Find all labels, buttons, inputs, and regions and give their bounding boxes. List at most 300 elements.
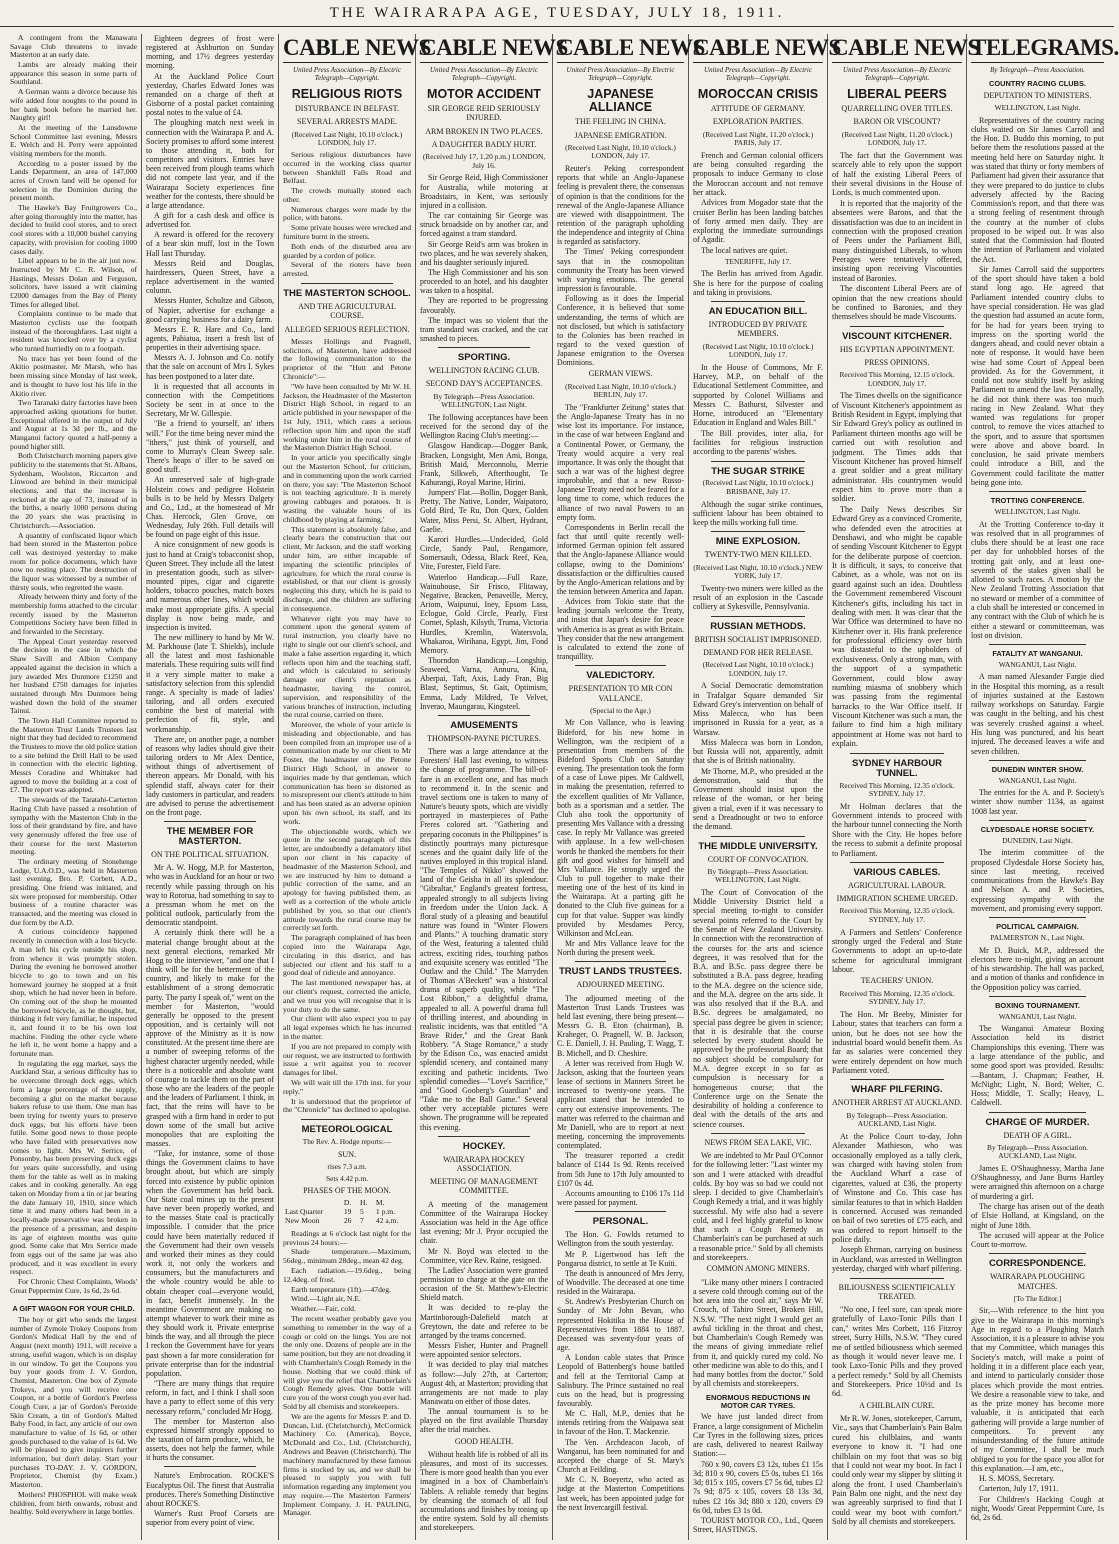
divider <box>850 753 944 754</box>
divider <box>438 715 530 716</box>
divider <box>711 531 805 532</box>
paragraph: The "Frankfurter Zeitung" states that the Anglo-Japanese Treaty has in no wise lost its importance. For instance, in the case of war between England and a Continental Power, or Germany, the Treaty would acquire a very real importance. It was only the thought that such a war was of the highest degree improbable, and that a new Russo-Japanese Treaty need not be feared for a long time to come, which reduces the alliance of two naval Powers to an empty form. <box>557 402 684 522</box>
paragraph: A quantity of confiscated liquor which had been stored in the Masterton police cell was destroyed yesterday to make room for police documents, which have now no resting place. The destruction of the liquor was witnessed by a number of thirsty souls, who regretted the waste. <box>10 530 137 592</box>
article-body <box>971 788 1104 816</box>
dateline: By Telegraph—Press Association. WELLINGTON, Last Night. <box>707 866 809 885</box>
paragraph: The paragraph complained of has been copied into the Wairarapa Age, circulating in this district, and has subjected our client and his staff to a good deal of ridicule and annoyance. <box>283 933 411 978</box>
paragraph: We are indebted to Mr Paul O'Connor for the following letter: "Last winter my son and I were attacked with dreadful colds. By boy was so bad we could not sleep. I decided to give Chamberlain's Cough Remedy a trial, and it was highly successful. My wife also had a severe cold, and I feel highly grateful to know that such a Cough Remedy as Chamberlain's can be purchased at such a reasonable price." Sold by all chemists and storekeepers. <box>693 1151 823 1263</box>
paragraph: Complaints continue to be made that Masterton cyclists use the footpath instead of the thoroughfares. Last night a resident was knocked over by a cyclist who turned hurriedly on to a footpath. <box>10 309 137 354</box>
paragraph: A German wants a divorce because his wife added four noughts to the pound in her bank book before he married her. Naughty girl! <box>10 87 137 123</box>
paragraph: The following acceptances have been received for the second day of the Wellington Racing Club's meeting:— <box>420 412 548 441</box>
headline-trust-lands: TRUST LANDS TRUSTEES. <box>559 966 682 978</box>
editor-line: [To The Editor.] <box>1013 1293 1062 1303</box>
paragraph: In the House of Commons, Mr F. Harvey, M.P., on behalf of the Educational Settlement Committee, and supported by Colonel Williams and Messrs C. Bathurst, Silvester and Horne, introduced an "Elementary Education in England and Wales Bill." <box>693 362 823 428</box>
article-body <box>146 863 274 1462</box>
divider <box>438 1136 530 1137</box>
paragraph: Advices from Mogador state that the cruiser Berlin has been landing batches of forty armed men daily. They are exploring the immediate surroundings of Agadir. <box>693 198 823 245</box>
paragraph: We will wait till the 17th inst. for your reply." <box>283 1077 411 1096</box>
paragraph: The treasurer reported a credit balance of £144 1s 9d. Rents received from 5th June to 17th July amounted to £107 0s 4d. <box>557 1151 684 1188</box>
paragraph: The stewards of the Taratahi-Carterton Racing Club have passed a resolution of sympathy with the Masterton Club in the loss of their grandstand by fire, and have very generously offered the free use of their course for the next Masterton meeting. <box>10 795 137 857</box>
paragraph: At the Auckland Police Court yesterday, Charles Edward Jones was remanded on a charge of theft at Gisborne of a postal packet containing postal notes to the value of £4. <box>146 71 274 118</box>
headline-valedictory: VALEDICTORY. <box>586 670 655 682</box>
paragraph: A reward is offered for the recovery of a bear skin muff, lost in the Town Hall last Thursday. <box>146 230 274 258</box>
ad-body <box>693 1151 823 1262</box>
paragraph: The Times dwells on the significance of Viscount Kitchener's appointment as British Resident in Egypt, implying that Sir Edward Grey's policy as outlined in Parliament thirteen months ago will be carried out with resolution and judgment. The Times adds that Viscount Kitchener has proved himself a great soldier and a great military administrator. His countrymen would expect him to prove more than a soldier. <box>832 391 962 504</box>
dateline: (Received Last Night, 10.10 o'clock.) LONDON, July 17. <box>702 660 814 678</box>
dateline: PALMERSTON N., Last Night. <box>990 932 1085 942</box>
article-body <box>693 500 823 528</box>
subdeck: ALLEGED SERIOUS REFLECTION. <box>284 324 410 334</box>
paragraph: Representatives of the country racing clubs waited on Sir James Carroll and the Hon. D. Buddo this morning, to put before them the resolutions passed at the meeting held here on Saturday night. It was stated that thirty or forty members of Parliament had given their assurance that they were prepared to do justice to clubs adversely affected by the Racing Commission's report, and that there was a strong feeling of resentment through the country at the number of clubs proposed to be wiped out. It was also stated that the Commission had flouted the intention of Parliament and violated the Act. <box>971 115 1104 264</box>
divider <box>301 1119 393 1120</box>
divider <box>850 862 944 863</box>
paragraph: Several of the rioters have been arrested. <box>283 260 411 279</box>
dateline: WELLINGTON, Last Night. <box>994 507 1081 517</box>
paragraph: The Hon. G. Fowlds returned to Wellington from the south yesterday. <box>557 1230 684 1249</box>
dateline: (Received Last Night, 10.10 o'clock.) LONDON, July 17. <box>291 129 403 148</box>
divider <box>711 461 805 462</box>
ad-heading: NEWS FROM SEA LAKE, VIC. <box>704 1137 812 1147</box>
paragraph: The death is announced of Mrs Jerry, of Woodville. The deceased at one time resided in the Wairarapa. <box>557 1268 684 1297</box>
divider <box>850 1278 944 1279</box>
article-body <box>557 1230 684 1512</box>
table-header: H. <box>360 1198 368 1208</box>
divider <box>989 820 1086 821</box>
paragraph: Carterton, July 17, 1911. <box>979 1484 1059 1494</box>
paragraph: Glasgow Handicap.—Dogger Bank, Bracken, Longsight, Men Ami, Bonga, British Maid, Merconnolu, Merrie Frank, Silkweb, Afterthought, Te Kahurangi, Royal Marine, Hirini. <box>420 441 548 487</box>
column-cable-news-1 <box>279 34 431 1540</box>
paragraph: The discontent Liberal Peers are of opinion that the new creations should be confined to Baronies, and they themselves should be made Viscounts. <box>832 284 962 322</box>
table-cell: 42 a.m. <box>375 1215 399 1225</box>
divider <box>711 616 805 617</box>
ad-heading: COMMON AMONG MINERS. <box>706 1264 810 1274</box>
dateline: By Telegraph—Press Association. WELLINGTON, Last Night. <box>433 391 535 410</box>
headline-liberal-peers: LIBERAL PEERS <box>847 87 947 102</box>
paragraph: This statement is absolutely false, and clearly bears the construction that our client, Mr Jackson, and the staff working under him, are either incapable of imparting the scientific principles of agriculture, for which the rural course is established, or that our client is grossly neglecting this duty, which he is paid to discharge, and the children are suffering in consequence. <box>283 524 411 613</box>
deck: SIR GEORGE REID SERIOUSLY INJURED. <box>427 104 541 123</box>
dateline: (Received Last Night, 10.10 o'clock.) BRISBANE, July 17. <box>702 478 814 497</box>
paragraph: Serious religious disturbances have occurred in the working class quarter between Shankhill Falls Road and Belfast. <box>283 149 411 186</box>
paragraph: There was a large attendance at the Foresters' Hall last evening, to witness the change of programme. The bill-of-fare is an excellent one, and has much to recommend it. In the scenic and travel sections one is taken to many of Nature's beauty spots, which are vividly portrayed in masterpieces of Pathe Freres colored art. "Gathering and preparing coconuts in the Philippines" is distinctly pourtrays many picturesque scenes and the quaint daily life of the natives employed in this tropical island. "The Temples of Nikko" showed the land of the Geisha in all its splendour. "Gibraltar," England's greatest fortress, appealed strongly to all subjects living in freedom under the Union Jack. A floral study of a pleasing and beautiful nature was found in "Winter Flowers and Plants." A touching dramatic story of the West, featuring a talented child actress, exciting rides, touching pathos and exquisite scenery was entitled "The Outlaw and the Child." The Marryden of Thomas A'Beckett" was a historical drama of superb quality, while "The Lost Ribbon," a delightful drama, appealed to all. A powerful drama full of thrilling interest, and abounding in realistic incidents, was that entitled "A Brave Rider," and the Great Bank Robbery. "A Stage Romance," a study by the Edison Co., was enacted amidst splendid scenery, and contained many exciting and pathetic incidents. Two splendid comedies—"Love's Sacrifice," and "Good Gooberg's Guardian" and "Take me to the Ball Game." Several other very acceptable pictures were shown. The programme will be repeated this evening. <box>420 747 548 1132</box>
paragraph: The Times' Peking correspondent says that in the cosmopolitan community the Treaty has been viewed with varying emotions. The general impression is favourable. <box>557 247 684 294</box>
deck: COURT OF CONVOCATION. <box>707 854 809 864</box>
divider <box>711 836 805 837</box>
paragraph: A man named Alexander Fargie died in the Hospital this morning, as a result of injuries sustained at the Eastown railway workshops on Saturday. Fargie was caught in the belting, and his chest was severely crushed against a wheel. His lung was punctured, and his heart injured. The deceased leaves a wife and seven children. <box>971 672 1104 756</box>
paragraph: The Daily News describes Sir Edward Grey as a convinced Cromerite, who defended even the atrocities at Denshawi, and who might be capable of sending Viscount Kitchener to Egypt for the deliberate purpose of coercion. It is difficult, it says, to conceive that Cabinet, as a whole, was not on its guard against such an idea. Doubtless the Government remembered Viscount Kitchener's gifts, including his tact in dealing with men. It was clear that the War Office was determined to have no Kitchener over it. His frank preference for professional efficiency over birth was distasteful to the upholders of exclusiveness. Only a strong man, with the support of a sympathetic Government, could blow away numbing miasma of snobbery which was passing from the regimental barracks to the War Office itself. If Viscount Kitchener was such a man, the failure to find him a high military appointment at Home was not hard to explain. <box>832 504 962 749</box>
paragraph: It is requested that all accounts in connection with the Competitions Society be sent in at once to the Secretary, Mr W. Gillespie. <box>146 381 274 419</box>
paragraph: Earth temperature (1ft).—47deg. <box>291 1284 391 1294</box>
headline-middle-university: THE MIDDLE UNIVERSITY. <box>698 840 818 852</box>
headline-personal: PERSONAL. <box>592 1216 649 1228</box>
headline-sydney-harbour-tunnel: SYDNEY HARBOUR TUNNEL. <box>851 757 943 779</box>
paragraph: The Wanganui Amateur Boxing Association held its district Championships this evening. There was a large attendance of the public, and some good sport was provided. Results:—Bantam, J. Chapman; Feather, H. McNight; Light, N. Bord; Welter, C. Hoss; Middle, T. Scally; Heavy, L. Caldwell. <box>971 1024 1104 1108</box>
headline-viscount-kitchener: VISCOUNT KITCHENER. <box>842 330 952 342</box>
table-row <box>283 1217 411 1226</box>
table-cell: 1 p.m. <box>375 1207 396 1217</box>
paragraph: "There are many things that require reform, in fact, and I think I shall soon have a party to effect some of this very necessary reform," concluded Mr Hogg. <box>146 1379 274 1416</box>
paragraph: The local natives are quiet. <box>701 245 788 255</box>
paragraph: Waterloo Handicap.—Full Raze, Wainuhouse, Sir Frisco, Flitaway, Negative, Bracken, Penaveille, Mercy, Ariom, Waipunui, Iney, Epsom Lass, Eclogue, Gold Circle, Pearly, First Cornet, Splash, Kilsyth, Truma, Victoria Hurdles, Kremlin, Watersvola, Whakaroa, Wirihana, Egypt, Jim, Fond Memory. <box>420 572 548 655</box>
paragraph: Correspondents in Berlin recall the fact that until quite recently well-informed German opinion felt assured that the Anglo-Japanese Alliance would collapse, owing to the Dominions' dissatisfaction or the difficulties caused by the Anglo-American relations and by the tension between America and Japan. <box>557 522 684 597</box>
paragraph: A curious coincidence happened recently in connection with a lost bicycle. A man left his cycle outside his shop, from whence it was promptly stolen. During the evening he borrowed another bicycle to go to town and on his homeward journey he stopped at a fruit shop, which he had never been in before. On coming out of the shop he mounted the borrowed bicycle, as he thought, but, thinking it felt very familiar, he inspected it, and found it to be his own lost machine. Finding the other cycle where he left it, he went home a happy and a fortunate man. <box>10 927 137 1059</box>
paragraph: Messrs A. J. Johnson and Co. notify that the sale on account of Mrs I. Sykes has been postponed to a later date. <box>146 353 274 381</box>
moon-heading: PHASES OF THE MOON. <box>303 1186 391 1196</box>
paragraph: Some private houses were wrecked and furniture burnt in the streets. <box>283 223 411 242</box>
paragraph: "Be a friend to yourself, an' ithers will." For the time being never mind the "ithers," just think of yourself, and come to Murray's Clean Sweep sale. There's heaps o' iller to be saved on good stuff. <box>146 419 274 475</box>
paragraph: Messrs Hunter, Schultze and Gibson, of Napier, advertise for exchange a good carrying business for a dairy farm. <box>146 296 274 324</box>
table-cell: 5 <box>360 1207 364 1217</box>
article-body <box>832 802 962 858</box>
paragraph: According to a poster issued by the Lands Department, an area of 147,000 acres of Crown land will be opened for selection in the Dominion during the present month. <box>10 158 137 203</box>
paragraph: Two Taranaki dairy factories have been approached asking quotations for butter. Exceptional offered in the output of July and August at 1s 3d per lb., and the Manganui factory quoted a half-penny a pound higher still. <box>10 398 137 451</box>
paragraph: "Take, for instance, some of those things the Government claims to have brought about, but which are simply forced into existence by public opinion when the Government has held back. Our State coal mines up to the present have never been properly worked, and to the masses State coal is practically impossible. I consider that the price could have been materially reduced if the Government had their own vessels and worked their mines as they could work it, not only the workers and consumers, but the manufacturers and the whole country would be able to obtain cheaper coal—everyone would, in fact, benefit immensely. In the meantime Government are making no attempt whatever to work their mine as they should work it. Private enterprise binds the way, and all through the piece I reckon the Government have for years past shown a far more consideration for private enterprise than for the industrial population. <box>146 1149 274 1378</box>
headline-fatality-wanganui: FATALITY AT WANGANUI. <box>992 649 1083 659</box>
paragraph: The new millinery to hand by Mr W. M. Parkhouse (late T. Shields), include all the latest and most fashionable materials. These requiring suits will find it a very simple matter to make a satisfactory selection from this splendid range. A specialty is made of ladies' tailoring, and all orders executed combine the best of material with perfection of fit, style, and workmanship. <box>146 633 274 734</box>
column-cable-news-3 <box>553 34 705 1540</box>
dateline: Received This Morning, 12.15 o'clock. LONDON, July 17. <box>839 370 955 388</box>
paragraph: The crowds mutually stoned each other. <box>283 186 411 204</box>
divider <box>28 1299 119 1300</box>
headline-charge-of-murder: CHARGE OF MURDER. <box>985 1116 1090 1128</box>
headline-motor-accident: MOTOR ACCIDENT <box>427 87 541 102</box>
paragraph: It is reported that the majority of the absentees were Barons, and that the dissatisfaction was due to an incident in connection with the proposed creation of Peers under the Parliament Bill, many distinguished Liberals, to whom Peerages were tentatively offered, insisting upon receiving Viscounties instead of Baronies. <box>832 198 962 283</box>
headline-correspondence: CORRESPONDENCE. <box>988 1258 1087 1270</box>
article-body <box>971 848 1104 913</box>
column-header: CABLE NEWS <box>832 34 962 63</box>
deck: AGRICULTURAL LABOUR. <box>847 880 947 890</box>
ad-paragraphs <box>146 1471 274 1527</box>
dateline: By Telegraph—Press Association. AUCKLAND, Last Night. <box>846 1110 948 1129</box>
paragraph: Warner's Rust Proof Corsets are superior from every point of view. <box>146 1509 274 1528</box>
paragraph: Shade temperature.—Maximum, 56deg., minimum 28deg., mean 42 deg. <box>283 1247 411 1266</box>
paragraph: Thorndon Handicap.—Longship, Seaweed, Varna, Annuru, Kina, Aberpai, Taft, Axis, Lady Fran, Big Blast, Septimus, St. Gait, Optimism, Emma, Lady Mildred, Te Velvet, Inverao, Maungarau, Kingsteel. <box>420 655 548 711</box>
divider <box>989 644 1086 645</box>
ad-body <box>832 1305 962 1399</box>
paragraph: Twenty-two miners were killed as the result of an explosion in the Cascade colliery at Sykesville, Pennsylvania. <box>693 583 823 612</box>
divider <box>989 917 1086 918</box>
headline-boxing-tournament: BOXING TOURNAMENT. <box>995 1000 1080 1010</box>
paragraph: A gift for a cash desk and office is advertised for. <box>146 210 274 230</box>
article-body <box>971 116 1104 488</box>
paragraph: Mr Con Vallance, who is leaving Bideford, for his new home in Wellington, was the recipient of a presentation from members of the Bideford Sports Club on Saturday evening. The presentation took the form of a case of Lowe pipes. Mr Caldwell, in making the presentation, referred to the excellent qualities of Mr Vallance, both as a sportsman and a settler. The Club also took the opportunity of presenting Mrs Vallance with a dressing case. In reply Mr Vallance was greeted with applause. In a few well-chosen words he thanked the members for their gift and good wishes for himself and Mrs Vallance. He strongly urged the Club to pull together to make their meeting one of the best of its kind in the Wairarapa. At a parting gift he donated to the Club five guineas for a cup for that value. Supper was kindly provided by Mesdames Percy, Wilkinson and McLean. <box>557 718 684 938</box>
paragraph: A Social Democratic demonstration in Trafalgar Square demanded Sir Edward Grey's intervention on behalf of Miss Malecca, who has been imprisoned in Russia for a year, as a Warsaw. <box>693 681 823 737</box>
article-body <box>420 173 548 343</box>
dateline: TENERIFFE, July 17. <box>724 256 792 266</box>
subdeck: A DAUGHTER BADLY HURT. <box>431 140 537 150</box>
article-body <box>693 584 823 612</box>
deck: BRITISH SOCIALIST IMPRISONED. <box>694 634 822 644</box>
column-telegrams <box>967 34 1119 1540</box>
dateline: WANGANUI, Last Night. <box>998 659 1077 669</box>
headline-trotting-conference: TROTTING CONFERENCE. <box>990 496 1085 506</box>
article-body <box>283 151 411 279</box>
paragraph: The ordinary meeting of Stonehenge Lodge, U.A.O.D., was held in Masterton last evening, Bro. P. Corbett, A.D., presiding. One friend was initiated, and six were proposed for membership. Other business of a routine character was transacted, and the meeting was closed in due form by the A.D. <box>10 856 137 927</box>
paragraph: The annual tournament is to be played on the first available Thursday after the trial matches. <box>420 1407 548 1435</box>
paragraph: French and German colonial officers are being consulted regarding the proposals to induce Germany to close the Moroccan account and not remove her attack. <box>693 150 823 197</box>
headline-moroccan-crisis: MOROCCAN CRISIS <box>697 87 819 102</box>
paragraph: Mr D. Buick, M.P., addressed the electors here to-night, giving an account of his stewardship. The hall was packed, and a motion of thanks and confidence in the Opposition policy was carried. <box>971 945 1104 992</box>
paragraph: Our client will also expect you to pay all legal expenses which he has incurred in the matter. <box>283 1014 411 1041</box>
column-header: CABLE NEWS <box>420 34 548 63</box>
paragraph: The High Commissioner and his son proceeded to an hotel, and his daughter was taken to a hospital. <box>420 268 548 296</box>
paragraph: No trace has yet been found of the Akitio postmaster, Mr Marsh, who has been missing since Monday of last week, and is thought to have lost his life in the Akitio river. <box>10 353 137 398</box>
met-line: The Rev. A. Hodge reports:— <box>302 1137 392 1147</box>
subdeck: SEVERAL ARRESTS MADE. <box>297 117 397 127</box>
paragraph: Already between thirty and forty of the membership forms attached to the circular recently issued by the Masterton Competitions Society have been filled in and forwarded to the Secretary. <box>10 592 137 637</box>
ad-body <box>693 1278 823 1389</box>
article-body <box>557 718 684 957</box>
article-body <box>971 1024 1104 1107</box>
article-body <box>693 681 823 831</box>
paragraph: The Town Hall Committee reported to the Masterton Trust Lands Trustees last night that they had decided to recommend the Trustees to move the old police station to a site behind the Drill Hall to be used in connection with the electric lighting. Messrs Coradine and Whittaker had agreed to move the building at a cost of £7. The report was adopted. <box>10 715 137 795</box>
headline-meteorological: METEOROLOGICAL <box>301 1124 393 1136</box>
paragraph: The Berlin has arrived from Agadir. She is here for the purpose of coaling and taking in provisions. <box>693 269 823 297</box>
moon-phases-table <box>283 1199 411 1225</box>
paragraph: The entries for the A. and P. Society's winter show number 1134, as against 1008 last year. <box>971 788 1104 816</box>
table-cell: 26 <box>343 1215 352 1225</box>
paragraph: Sir James Carroll said the supporters of the sport should have taken a bold stand long ago. He agreed that Parliament intended country clubs to have special consideration. He was glad the question had assumed an acute form, for he had for years been trying to impress on the sporting world the dangers ahead, and could never obtain a note of response. It would have been wise had some Court of Appeal been provided. As for the Government, it could not now stultify itself by asking Parliament to amend the law. Personally, he did not think there was too much racing in New Zealand. What they wanted was regulations for proper control, to remove the vices attached to the sport, and to assure that sportsmen were above and above board. In conclusion, he said private members could introduce a Bill, and the Government could facilitate the matter being gone into. <box>971 264 1104 488</box>
subdeck: MEETING OF MANAGEMENT COMMITTEE. <box>430 1177 538 1196</box>
paragraph: Each radiation.—19.6deg., being 12.4deg. of frost. <box>283 1265 411 1284</box>
column-cable-news-4 <box>689 34 841 1540</box>
article-body <box>971 520 1104 640</box>
paragraph: The Hon. Mr Beeby, Minister for Labour, states that teachers can form a union, but he does not see how the industrial board would benefit them. As far as salaries were concerned they were entirely dependent on how much Parliament voted. <box>832 1009 962 1076</box>
headline-various-cables: VARIOUS CABLES. <box>853 866 941 878</box>
paragraph: The impact was so violent that the tram standard was cracked, and the car smashed to pieces. <box>420 315 548 344</box>
headline-religious-riots: RELIGIOUS RIOTS <box>291 87 403 102</box>
article-body <box>283 338 411 1115</box>
paragraph: A Farmers and Settlers' Conference strongly urged the Federal and State Governments to adopt an up-to-date scheme for agricultural immigrant labour. <box>832 927 962 975</box>
dateline: Received This Morning, 12.35 o'clock. SYDNEY, July 17. <box>839 906 955 924</box>
dateline: By Telegraph—Press Association. AUCKLAND, Last Night. <box>987 1142 1088 1161</box>
paragraph: For Chronic Chest Complaints, Woods' Great Peppermint Cure, 1s 6d, 2s 6d. <box>10 1276 137 1295</box>
subdeck: BARON OR VISCOUNT? <box>853 117 941 127</box>
subdeck: EXPLORATION PARTIES. <box>712 117 804 127</box>
subdeck: GERMAN VIEWS. <box>588 369 653 379</box>
article-body <box>971 1306 1104 1522</box>
paragraph: The interim committee of the proposed Clydesdale Horse Society has, since last meeting, received communications from the Hawke's Bay and Nelson A. and P. Societies, expressing sympathy with the movement, and promising every support. <box>971 848 1104 913</box>
article-body <box>557 403 684 661</box>
deck: WELLINGTON RACING CLUB. <box>428 366 540 376</box>
divider <box>850 326 944 327</box>
deck: WAIRARAPA PLOUGHING MATCHES. <box>989 1272 1086 1291</box>
paragraph: Mr C. N. Boeyertz, who acted as judge at the Masterton Competitions last week, has been appointed judge for the next Invercargill festival. <box>557 1475 684 1512</box>
paragraph: Messrs Reid and Douglas, hairdressers, Queen Street, have a replace advertisement in the wanted column. <box>146 258 274 296</box>
paragraph: The adjourned meeting of the Masterton Trust Lands Trustees was held last evening, there being present—Messrs G. B. Eton (chairman), B. Kraheger, O. Pragnell, W. B. Jackson, C. E. Daniell, J. H. Pauling, T. Wagg, T. B. Michell, and D. Cheshire. <box>557 993 684 1058</box>
columns <box>6 33 1119 1540</box>
deck: INTRODUCED BY PRIVATE MEMBERS. <box>708 320 808 339</box>
ad-body <box>832 1414 962 1527</box>
article-body <box>971 1164 1104 1249</box>
paragraph: Joseph Ehrman, carrying on business in Auckland, was arrested in Wellington yesterday, charged with wharf pilfering. <box>832 1245 962 1274</box>
deck: THOMPSON-PAYNE PICTURES. <box>427 733 541 743</box>
paragraph: Messrs E. R. Hare and Co., land agents, Pahiatua, insert a fresh list of properties in their advertising space. <box>146 324 274 353</box>
deck: DEATH OF A GIRL. <box>1003 1130 1072 1140</box>
paragraph: Lambs are already making their appearance this season in some parts of Southland. <box>10 60 137 87</box>
article-body <box>693 888 823 1129</box>
paragraph: It was decided to play trial matches as follow:—July 27th, at Carterton; August 4th, at Masterton; providing that arrangements are not made to play Manawatu on either of those dates. <box>420 1360 548 1407</box>
local-news-paragraphs <box>146 34 274 817</box>
subdeck: JAPANESE EMIGRATION. <box>574 130 667 140</box>
article-body <box>693 269 823 297</box>
paragraph: The member for Masterton also expressed himself strongly opposed to the taxation of farm produce, which, he asserts, does not help the farmer, while it hurts the consumer. <box>146 1416 274 1463</box>
headline-wharf-pilfering: WHARF PILFERING. <box>851 1084 943 1096</box>
paragraph: St. Andrew's Presbyterian Church on Sunday of Mr John Bevan, who represented Hokitika in the House of Representatives from 1884 to 1887. Deceased was seventy-four years of age. <box>557 1297 684 1353</box>
paragraph: The fact that the Government was scarcely able to rely upon the support of half the existing Liberal Peers of their several divisions in the House of Lords, is much commented upon. <box>832 150 962 198</box>
paragraph: Both ends of the disturbed area are guarded by a cordon of police. <box>283 241 411 260</box>
paragraph: Libel appears to be in the air just now. Instructed by Mr C. R. Wilson, of Hastings, Messrs Dolan and Ferguson, solicitors, have issued a writ claiming £2000 damages from the Bay of Plenty Times for alleged libel. <box>10 256 137 309</box>
paragraph: Sir,—With reference to the hint you give to the Wairarapa in this morning's Age in regard to a Ploughing Match Association, it is a pleasure to advise you that my Committee, which manages this Society's match, will make a point of holding it in a different place each year, and intend to particularly consider those places which provide the most entries. We desire a reasonable view to take, and as the prize money has become more valuable, it is anticipated that each gathering will provide a large number of competitors. To prevent any misunderstanding of the future attitude of my Committee, I shall be much obliged to you for the space you allot for this explanation.—I am, etc., <box>971 1306 1104 1473</box>
article-body <box>832 928 962 975</box>
deck: TWENTY-TWO MEN KILLED. <box>704 550 812 560</box>
dateline: (Received Last Night, 11.20 o'clock.) LONDON, July 17. <box>841 129 953 148</box>
column-local-news-1 <box>6 34 142 1540</box>
paragraph: Without health life is robbed of all its pleasures, and most of its successes. There is more good health than you ever imagined in a box of Chamberlain's Tablets. A reliable remedy that begins by cleansing the stomach of all foul accumulations and finishes by toning up the entire system. Sold by all chemists and storekeepers. <box>420 1449 548 1533</box>
paragraph: Moreover, the whole of your article is misleading and objectionable, and has been compiled from an improper use of a communication made by our client to Mr Foster, the headmaster of the Petone District High School, in answer to inquiries made by that gentleman, which communication has been so distorted as to misrepresent our client's attitude to him and has been stated as an adverse opinion upon his own school, its staff, and its work. <box>283 720 411 826</box>
paragraph: TOURIST MOTOR CO., Ltd., Queen Street, HASTINGS. <box>693 1516 823 1535</box>
paragraph: At the Trotting Conference to-day it was resolved that in all programmes of clubs there should be at least one race per day for unhobbled horses of the trotting gait only, and at least one-seventh of the stakes given shall be allotted to such races. A motion by the New Zealand Trotting Association that no steward or member of a committee of a club shall be interested or concerned in any contract with the Club of which he is either a steward or committeeman, was lost on division. <box>971 519 1104 640</box>
paragraph: In regulating the egg market, says the Auckland Star, a serious difficulty has to be overcome through dock eggs, which form a large percentage of the supply, becoming a glut on the market because bakers refuse to use them. One man has been trying for twenty years to preserve duck eggs, but his efforts have been futile. Some good news to those people who have failed with preservatives now comes to light. Mrs W. Serrice, of Ponsonby, has been preserving duck eggs for years quite successfully, and using them for the table as well as in making cakes and in cooking generally. An egg taken on Monday from a tin or jar bearing the date January 10, 1910, since which time it and many others had been in a locally-made preservative was broken in the presence of a pressman, and despite its age of eighteen months was quite good. Some cake that Mrs Serrice made from eggs out of the same jar was also produced, and it was excellent in every respect. <box>10 1058 137 1277</box>
headline-japanese-alliance: JAPANESE ALLIANCE <box>587 87 654 115</box>
ad-heading-tyres: ENORMOUS REDUCTIONS IN MOTOR CAR TYRES. <box>706 1392 810 1410</box>
subdeck: ARM BROKEN IN TWO PLACES. <box>425 126 543 136</box>
paragraph: Eighteen degrees of frost were registered at Ashburton on Sunday morning, and 17½ degrees yesterday morning. <box>146 34 274 71</box>
agency-line: United Press Association—By Electric Telegraph—Copyright. <box>843 66 951 83</box>
paragraph: Mr and Mrs Vallance leave for the North during the present week. <box>557 939 684 958</box>
column-header: TELEGRAMS. <box>971 34 1104 63</box>
paragraph: Messrs Hollings and Pragnell, solicitors, of Masterton, have addressed the following communication to the proprietor of the "Hutt and Petone Chronicle":— <box>283 336 411 382</box>
paragraph: The Bill provides, inter alia, for facilities for religious instruction according to the parents' wishes. <box>693 428 823 457</box>
article-subheading: ON THE POLITICAL SITUATION. <box>151 850 269 860</box>
ad-heading: BILIOUSNESS SCIENTIFICALLY TREATED. <box>838 1282 956 1301</box>
paragraph: H. S. MOSS, Secretary. <box>979 1474 1055 1484</box>
column-header: CABLE NEWS <box>283 34 411 63</box>
divider <box>989 760 1086 761</box>
agency-line: United Press Association—By Electric Telegraph—Copyright. <box>704 66 812 83</box>
paragraph: The Ladies' Association were granted permission to charge at the gate on the occasion of the St. Matthew's-Electric Shield match. <box>420 1265 548 1303</box>
divider <box>301 283 393 284</box>
ad-paragraphs <box>10 1316 137 1517</box>
paragraph: Mr A. W. Hogg, M.P. for Masterton, who was in Auckland for an hour or two recently while passing through on his way to Rotorua, had something to say to a pressman whom he met on the political outlook, particularly from the democratic standpoint. <box>146 863 274 928</box>
headline-education-bill: AN EDUCATION BILL. <box>708 306 808 318</box>
article-body <box>971 672 1104 755</box>
dateline: (Received Last Night, 10.10 o'clock.) LONDON, July 17. <box>565 142 676 161</box>
paragraph: The Ven. Archdeacon Jacob, of Wanganui, has been nominated for and accepted the charge of St. Mary's Church at Feilding. <box>557 1437 684 1475</box>
deck: AND THE AGRICULTURAL COURSE. <box>298 302 396 321</box>
agency-line: United Press Association—By Electric Telegraph—Copyright. <box>566 66 675 83</box>
divider <box>575 961 666 962</box>
table-header: D. <box>343 1198 352 1208</box>
dateline: (Received July 17, 1.20 p.m.) LONDON, July 16. <box>422 152 546 170</box>
dateline: DUNEDIN, Last Night. <box>1002 835 1073 845</box>
paragraph: Mr Thorne, M.P., who presided at the demonstration, said that the Government should insist upon the release of the woman, or her being given a trial, even if it was necessary to send a Dreadnought or two to enforce the demand. <box>693 766 823 832</box>
paragraph: The car containing Sir George was struck broadside on by another car, and forced against a tram standard. <box>420 211 548 239</box>
paragraph: They are reported to be progressing favourably. <box>420 296 548 315</box>
headline-sugar-strike: THE SUGAR STRIKE <box>711 465 805 477</box>
deck: ADJOURNED MEETING. <box>576 980 665 990</box>
dateline: WANGANUI, Last Night. <box>998 1011 1077 1021</box>
paragraph: The Hawke's Bay Fruitgrowers Co., after going thoroughly into the matter, has decided to build cool stores, and to erect cool stores with a 10,000 bushel carrying capacity, with provision for cooling 1000 cases daily. <box>10 203 137 256</box>
paragraph: Miss Malecca was born in London, but Russia will not, apparently, admit that she is of British nationality. <box>693 737 823 766</box>
paragraph: The recent weather probably gave you something to remember in the way of a cough or cold on the lungs. You are not the only one. Dozens of people are in the same position, but they are not dreading it with Chamberlain's Cough Remedy in the house. Nothing that we could think of will give you the relief that Chamberlain's Cough Remedy gives. One bottle will cure you of the worst cough you ever had. Sold by all chemists and storekeepers. <box>283 1313 411 1411</box>
paragraph: It was decided to re-play the Martinborough-Dalefield match at Greytown, the date and referee to be arranged by the teams concerned. <box>420 1303 548 1340</box>
paragraph: Karori Hurdles.—Undecided, Gold Circle, Sandy Paul, Rengamore, Somersault, Odessa, Black Reef, Kea, Vite, Forester, Field Fare. <box>420 534 548 572</box>
paragraph: Both Christchurch morning papers give publicity to the statements that St. Albans, Sydenham, Woolston, Riccarton and Linwood are behind in their municipal elections, and that the increase is reckoned at the age of 73, instead of in the births, a nearly 1000 persons during the 20 years she was practising in Christchurch.—Association. <box>10 451 137 530</box>
paragraph: We are the agents for Messrs P. and D. Duncan, Ltd. (Christchurch), McCormick Machinery Co. (America), Boyce, McDonald and Co., Ltd. (Christchurch), Andrews and Beaven (Christchurch). The machinery manufactured by these famous firms is stocked by us, and we shall be pleased to supply you with full information regarding any implement you may require.—The Masterton Farmers' Implement Company, J. H. PAULING, Manager. <box>283 1411 411 1518</box>
paragraph: Jumpers' Flat.—Bollin, Dogger Bank, Pretty, The Native, Londer, Waipatoro, Gold Bird, Te Ru, Don Quex, Golden Water, Miss Persi, St. Albert, Hydrant, Gaelie. <box>420 488 548 534</box>
paragraph: A meeting of the management Committee of the Wairarapa Hockey Association was held in the Age office last evening; Mr J. Pryor occupied the chair. <box>420 1199 548 1246</box>
deck: WAIRARAPA HOCKEY ASSOCIATION. <box>443 1154 525 1173</box>
deck: PRESENTATION TO MR CON VALLANCE. <box>568 684 673 703</box>
paragraph: We have just landed direct from France, a large consignment of Michelin Car Tyres in the following sizes, prices are cash, delivered to nearest Railway Station:— <box>693 1412 823 1459</box>
paragraph: Nature's Embrocation. ROCKE'S Eucalyptus Oil. The finest that Australia produces. There's Something Distinctive about ROCKE'S. <box>146 1471 274 1508</box>
paragraph: Readings at 6 o'clock last night for the previous 24 hours:— <box>283 1228 411 1247</box>
dateline: Received This Morning, 12.35 o'clock. SYDNEY, July 17. <box>839 780 955 799</box>
ad-body <box>693 1412 823 1534</box>
article-body <box>693 151 823 255</box>
sun-heading: SUN. <box>337 1149 356 1159</box>
agency-line: United Press Association—By Electric Telegraph—Copyright. <box>430 66 538 83</box>
dateline: Received This Morning, 12.35 o'clock. SYDNEY, July 17. <box>839 988 955 1007</box>
paragraph: Accounts amounting to £106 17s 11d were passed for payment. <box>557 1188 684 1208</box>
headline-dunedin-winter-show: DUNEDIN WINTER SHOW. <box>991 764 1084 774</box>
local-news-paragraphs <box>10 34 137 1295</box>
article-body <box>420 747 548 1132</box>
paragraph: Mothers! PHOSPHOL will make weak children, from birth onwards, robust and healthy. Sold everywhere in large bottles. <box>10 1489 137 1517</box>
article-body <box>557 994 684 1208</box>
column-header: CABLE NEWS <box>557 34 684 63</box>
headline-country-racing-clubs: COUNTRY RACING CLUBS. <box>989 79 1086 89</box>
sun-sets: Sets 4.42 p.m. <box>325 1173 369 1183</box>
paragraph: The accused will appear at the Police Court to-morrow. <box>971 1230 1104 1250</box>
article-heading-member-for-masterton: THE MEMBER FOR MASTERTON. <box>166 826 254 848</box>
article-body <box>832 151 962 322</box>
divider <box>438 347 530 348</box>
table-cell: Last Quarter <box>285 1207 324 1217</box>
paragraph: A London cable states that Prince Leopold of Battenberg's house battled and fell at the Territorial Camp at Salisbury. The Prince sustained no real cuts on the head, but is progressing favourably. <box>557 1353 684 1409</box>
paragraph: Sir George Reid, High Commissioner for Australia, while motoring at Broadstairs, in Kent, was seriously injured in a collision. <box>420 173 548 210</box>
subdeck: IMMIGRATION SCHEME URGED. <box>836 894 958 904</box>
paragraph: Mr R. W. Jones, storekeeper, Carrum, Vic., says that Chamberlain's Pain Balm cured his chilblains, and wants everyone to know it. "I had one chilblain on my foot that was so big that I could not wear my boot. In fact I could only wear my slipper by slitting it along the front. I used Chamberlain's Pain Balm one night, and the next day was agreeably surprised to find that I could wear my boot with comfort." Sold by all chemists and storekeepers. <box>832 1414 962 1527</box>
paragraph: Wind.—Light air, N.E. <box>291 1294 361 1304</box>
paragraph: Messrs Fisher, Hunter and Pragnell were appointed senior selectors. <box>420 1341 548 1360</box>
paragraph: In your article you specifically single out the Masterton School, for criticism, and in commenting upon the work carried on there, you say: 'The Masterton School is not teaching agriculture. It is merely growing cabbages and potatoes. It is wasting the valuable hours of its childhood by playing at farming.' <box>283 453 411 524</box>
paragraph: At the meeting of the Lansdowne School Committee last evening, Messrs E. Welch and H. Perry were appointed visiting members for the month. <box>10 122 137 158</box>
article-body <box>832 391 962 748</box>
masthead: THE WAIRARAPA AGE, TUESDAY, JULY 18, 1911. <box>0 0 1114 27</box>
paragraph: The boy or girl who sends the largest number of Zymole Trokey Coupons from Gordon's Medical Hall by the end of August (next month) 1911, will receive a strong, useful wagon, which is on display in our window. To get the Coupons you buy your goods from J. V. Gordon, Chemist, Masterton. One box of Zymole Trokeys, and you will receive one Coupon, or a bottle of Gordon's Peerless Cough Cure, a jar of Gordon's Peroxide Skin Cream, a tin of Gordon's Malted Baby Food, in fact, any article of our own manufacture to value of 1s 6d, or other goods purchased to the value of 1s 6d. We will be pleased to give inquirers further information, but don't delay. Start your purchases TO-DAY. J. V. GORDON, Proprietor, Chemist (by Exam.) Masterton. <box>10 1315 137 1490</box>
deck: ATTITUDE OF GERMANY. <box>710 104 806 114</box>
paragraph: A contingent from the Manawatu Savage Club threatens to invade Masterton at an early date. <box>10 33 137 60</box>
headline-masterton-school: THE MASTERTON SCHOOL. <box>283 288 411 300</box>
deck: DISTURBANCE IN BELFAST. <box>295 104 399 114</box>
paragraph: There are, on another page, a number of reasons why ladies should give their tailoring orders to Mr Alex Dentice, without things of advertisement of thereon appears. Mr Donald, with his splendid staff, always cater for their lady customers in particular, and readers are advised to peruse the advertisement on the front page. <box>146 734 274 817</box>
paragraph: For Children's Hacking Cough at night, Woods' Great Peppermint Cure, 1s 6d, 2s 6d. <box>971 1494 1104 1523</box>
agency-line: United Press Association—By Electric Telegraph—Copyright. <box>293 66 401 83</box>
dateline: (Special to the Age.) <box>590 705 651 715</box>
dateline: (Received Last Night, 10.10 o'clock.) LONDON, July 17. <box>702 341 814 360</box>
paragraph: Whatever right you may have to comment upon the general system of rural instruction, you clearly have no right to single out our client's school, and make a false assertion regarding it, which reflects upon him and the teaching staff, and which is calculated to seriously damage our client's reputation as headmaster, having the control, supervision, and responsibility of the various branches of instruction, including the rural course, carried on there. <box>283 613 411 720</box>
divider <box>711 1133 805 1134</box>
paragraph: An unreserved sale of high-grade Holstein cows and pedigree Holstein bulls is to be held by Messrs Dalgety and Co., Ltd., at the homestead of Mr Chas. Hercock, Glen Grove, on Wednesday, July 26th. Full details will be found on page eight of this issue. <box>146 475 274 540</box>
paragraph: If you are not prepared to comply with our request, we are instructed to forthwith issue a writ against you to recover damages for libel. <box>283 1041 411 1078</box>
paragraph: It is understood that the proprietor of the "Chronicle" has declined to apologise. <box>283 1096 411 1115</box>
paragraph: Reuter's Peking correspondent reports that while an Anglo-Japanese feeling is prevalent there, the consensus of opinion is that the conditions for the renewal of the Anglo-Japanese Alliance are viewed with disappointment. The retention of the paragraph upholding the independence and integrity of China is regarded as satisfactory. <box>557 164 684 247</box>
ad-heading: A CHILBLAIN CURE. <box>859 1400 935 1410</box>
headline-clydesdale: CLYDESDALE HORSE SOCIETY. <box>980 824 1095 834</box>
headline-russian-methods: RUSSIAN METHODS. <box>710 620 806 632</box>
paragraph: "No one, I feel sure, can speak more gratefully of Laxo-Tonic Pills than I can," writes Mrs Corbett, 116 Fitzroy street, Surry Hills, N.S.W. "They cured me of settled biliousness which seemed as though it would never leave me. I took Laxo-Tonic Pills and they proved a perfect remedy." Sold by all Chemists and Storekeepers. Price 10½d and 1s 6d. <box>832 1305 962 1399</box>
